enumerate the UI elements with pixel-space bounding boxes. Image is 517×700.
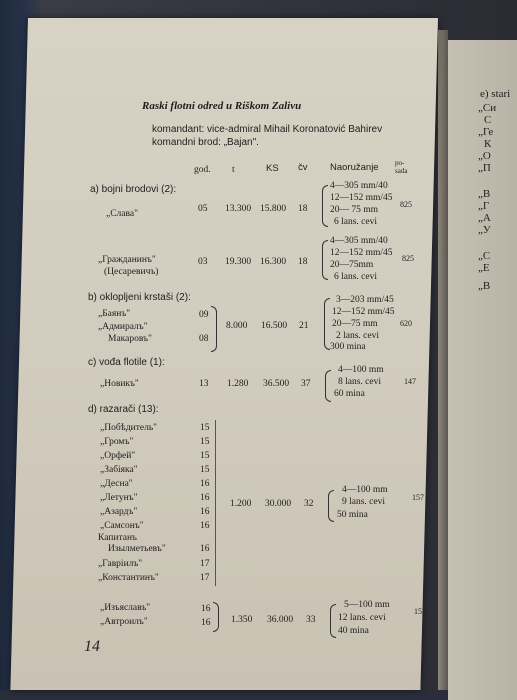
ship-name: „Самсонъ" — [100, 521, 144, 531]
ship-year: 16 — [200, 521, 210, 531]
header-tons: t — [232, 165, 235, 175]
ship-year: 16 — [201, 618, 211, 628]
ship-crew: 620 — [400, 319, 412, 328]
ship-name-cont: Макаровъ" — [108, 334, 152, 344]
header-crew-1: po- — [395, 159, 405, 167]
ship-speed: 18 — [298, 204, 308, 214]
ship-name-cont: Изылметьевъ" — [108, 544, 166, 554]
header-year: god. — [194, 165, 211, 175]
right-page-line: „У — [478, 224, 491, 236]
group-brace — [211, 306, 217, 352]
ship-hp: 15.800 — [260, 204, 287, 214]
ship-tons: 19.300 — [225, 257, 252, 267]
right-page-line: „Ге — [478, 126, 494, 138]
ship-year: 16 — [200, 544, 210, 554]
right-page-line: „С — [478, 250, 491, 262]
ship-tons: 1.280 — [227, 379, 249, 389]
armament-line: 9 lans. cevi — [342, 497, 386, 507]
ship-name: „Новикъ" — [100, 379, 139, 389]
armament-brace — [325, 370, 331, 402]
ship-speed: 32 — [304, 499, 314, 509]
right-page-line: „Г — [478, 200, 490, 212]
armament-line: 4—100 mm — [338, 365, 384, 375]
ship-name: „Забіяка" — [100, 465, 138, 475]
armament-line: 4—305 mm/40 — [330, 236, 388, 246]
armament-line: 8 lans. cevi — [338, 377, 382, 387]
armament-line: 20— 75 mm — [330, 205, 379, 215]
ship-crew: 825 — [402, 254, 414, 263]
ship-speed: 33 — [306, 615, 316, 625]
ship-year: 15 — [200, 437, 210, 447]
armament-brace — [322, 240, 328, 280]
armament-line: 12—152 mm/45 — [332, 307, 395, 317]
ship-tons: 8.000 — [226, 321, 248, 331]
ship-hp: 16.500 — [261, 321, 288, 331]
ship-hp: 36.000 — [267, 615, 294, 625]
ship-year: 16 — [201, 604, 211, 614]
ship-name: „Десна" — [100, 479, 133, 489]
ship-year: 15 — [200, 465, 210, 475]
armament-line: 20—75mm — [330, 260, 374, 270]
armament-line: 60 mina — [334, 389, 365, 399]
header-armament: Naoružanje — [330, 162, 379, 173]
ship-year: 03 — [198, 257, 208, 267]
armament-line: 6 lans. cevi — [334, 217, 378, 227]
header-crew-2: sada — [395, 167, 408, 175]
ship-name: „Гражданинъ" — [98, 255, 156, 265]
right-page-line: e) stari — [480, 88, 511, 100]
right-page-line: „А — [478, 212, 491, 224]
ship-hp: 16.300 — [260, 257, 287, 267]
ship-crew: 157 — [414, 607, 426, 616]
ship-tons: 13.300 — [225, 204, 252, 214]
page-number: 14 — [84, 638, 100, 655]
ship-name: „Адмиралъ" — [98, 322, 148, 332]
ship-speed: 18 — [298, 257, 308, 267]
ship-hp: 36.500 — [263, 379, 290, 389]
armament-brace — [330, 604, 336, 638]
ship-hp: 30.000 — [265, 499, 292, 509]
right-page-line: „В — [478, 280, 491, 292]
armament-line: 40 mina — [338, 626, 369, 636]
ship-year: 13 — [199, 379, 209, 389]
ship-tons: 1.200 — [230, 499, 252, 509]
flagship-line: komandni brod: „Bajan". — [152, 137, 259, 148]
ship-name: „Громъ" — [100, 437, 134, 447]
armament-line: 4—305 mm/40 — [330, 181, 388, 191]
ship-year: 05 — [198, 204, 208, 214]
ship-name: „Баянъ" — [98, 309, 131, 319]
armament-line: 12—152 mm/45 — [330, 193, 393, 203]
armament-line: 12—152 mm/45 — [330, 248, 393, 258]
section-cruisers: b) oklopljeni krstaši (2): — [88, 292, 191, 303]
ship-year: 16 — [200, 493, 210, 503]
header-hp: KS — [266, 163, 279, 174]
ship-name: „Побѣдитель" — [100, 423, 158, 433]
ship-tons: 1.350 — [231, 615, 253, 625]
right-page-line: „Е — [478, 262, 490, 274]
page-title: Raski flotni odred u Riškom Zalivu — [142, 100, 302, 112]
ship-name: „Слава" — [106, 209, 138, 219]
armament-line: 50 mina — [337, 510, 368, 520]
group-brace — [215, 420, 216, 586]
ship-year: 15 — [200, 451, 210, 461]
ship-year: 16 — [200, 479, 210, 489]
section-flotilla-leader: c) vođa flotile (1): — [88, 357, 165, 368]
ship-name: „Изъяславъ" — [100, 603, 151, 613]
armament-line: 4—100 mm — [342, 485, 388, 495]
group-brace — [213, 602, 219, 632]
right-page-line: „Си — [478, 102, 497, 114]
ship-name: Капитанъ — [98, 533, 137, 543]
armament-brace — [328, 490, 334, 522]
ship-year: 08 — [199, 334, 209, 344]
right-page-line: „П — [478, 162, 491, 174]
ship-crew: 825 — [400, 200, 412, 209]
section-destroyers: d) razarači (13): — [88, 404, 159, 415]
ship-year: 15 — [200, 423, 210, 433]
armament-line: 12 lans. cevi — [338, 613, 386, 623]
ship-name: „Летунъ" — [100, 493, 138, 503]
armament-line: 5—100 mm — [344, 600, 390, 610]
ship-speed: 21 — [299, 321, 309, 331]
header-speed: čv — [298, 162, 308, 173]
ship-name: „Орфей" — [100, 451, 136, 461]
armament-line: 2 lans. cevi — [336, 331, 380, 341]
commander-line: komandant: vice-admiral Mihail Koronatović Bahirev — [152, 124, 383, 135]
ship-name: „Автроилъ" — [100, 617, 148, 627]
ship-crew: 147 — [404, 377, 416, 386]
section-battleships: a) bojni brodovi (2): — [90, 184, 177, 195]
ship-year: 17 — [200, 573, 210, 583]
armament-line: 20—75 mm — [332, 319, 378, 329]
right-page-line: С — [484, 114, 492, 126]
armament-brace — [322, 185, 328, 227]
ship-name: „Гавріилъ" — [98, 559, 143, 569]
right-page-line: „В — [478, 188, 491, 200]
armament-line: 3—203 mm/45 — [336, 295, 394, 305]
ship-name-alt: (Цесаревичъ) — [104, 267, 159, 277]
armament-line: 6 lans. cevi — [334, 272, 378, 282]
armament-line: 300 mina — [330, 342, 366, 352]
ship-year: 09 — [199, 310, 209, 320]
ship-name: „Азардъ" — [100, 507, 138, 517]
ship-crew: 157 — [412, 493, 424, 502]
ship-year: 16 — [200, 507, 210, 517]
right-page-line: К — [484, 138, 492, 150]
right-page-line: „О — [478, 150, 491, 162]
ship-speed: 37 — [301, 379, 311, 389]
ship-name: „Константинъ" — [98, 573, 159, 583]
ship-year: 17 — [200, 559, 210, 569]
